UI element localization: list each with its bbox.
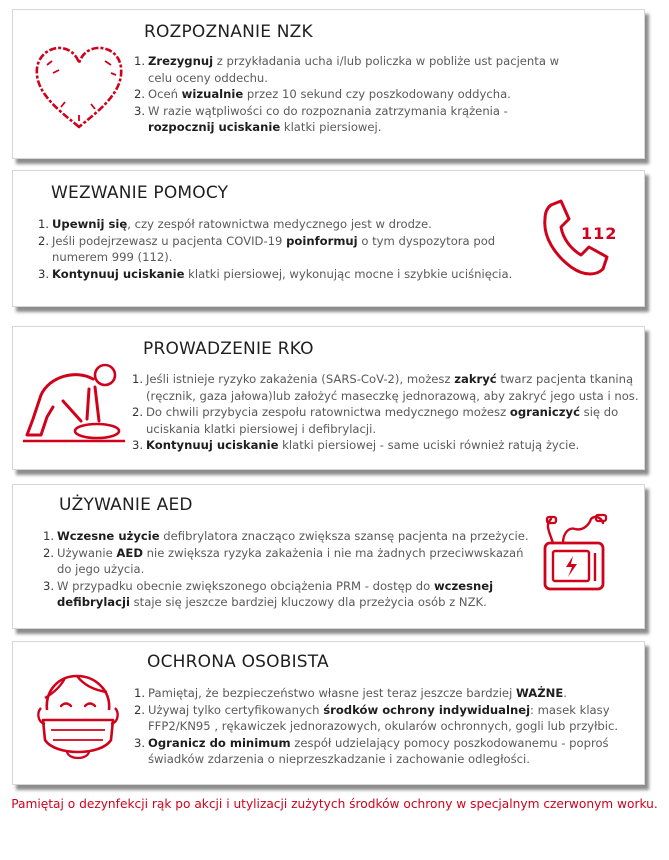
list-item: Kontynuuj uciskanie klatki piersiowej - same uciski również ratują życie. [146,438,580,453]
section-title: WEZWANIE POMOCY [51,183,229,203]
list-item: Upewnij się, czy zespół ratownictwa medycznego jest w drodze. [52,217,432,231]
section-title: PROWADZENIE RKO [143,339,314,359]
list-item: Jeśli istnieje ryzyko zakażenia (SARS-CoV-2), możesz zakryć twarz pacjenta tkaniną (ręcznik, gaza jałowa)lub założyć maseczkę jednorazową, aby zakryć jego usta i nos. [146,372,639,403]
list-item: Zrezygnuj z przykładania ucha i/lub policzka w pobliże ust pacjenta w celu oceny oddechu. [148,54,560,85]
list-item: Do chwili przybycia zespołu ratownictwa medycznego możesz ograniczyć się do uciskania klatki piersiowej i defibrylacji. [146,405,619,436]
section-card-aed [12,484,645,629]
steps-list [132,371,646,454]
cpr-icon [19,359,129,445]
list-item: Wczesne użycie defibrylatora znacząco zwiększa szansę pacjenta na przeżycie. [57,529,529,543]
steps-list [43,528,537,611]
list-item: Pamiętaj, że bezpieczeństwo własne jest teraz jeszcze bardziej WAŻNE. [148,686,567,700]
list-item: W przypadku obecnie zwiększonego obciążenia PRM - dostęp do wczesnej defibrylacji staje się jeszcze bardziej kluczowy dla przeżycia osób z NZK. [57,578,494,610]
list-item: Używanie AED nie zwiększa ryzyka zakażenia i nie ma żadnych przeciwwskazań do jego użycia. [57,545,524,577]
svg-text:112: 112 [581,224,618,243]
list-item: W razie wątpliwości co do rozpoznania zatrzymania krążenia - rozpocznij uciskanie klatki piersiowej. [148,103,508,135]
section-title: ROZPOZNANIE NZK [144,22,313,42]
steps-list [134,685,648,768]
masked-face-icon [31,668,125,768]
footer-note: Pamiętaj o dezynfekcji rąk po akcji i utylizacji zużytych środków ochrony w specjalnym czerwonym worku. [11,797,658,811]
phone-icon [535,197,631,287]
section-card-wezwanie [12,170,645,307]
list-item: Oceń wizualnie przez 10 sekund czy poszkodowany oddycha. [148,87,511,102]
section-card-rko [12,326,645,470]
aed-icon [541,511,613,601]
section-title: OCHRONA OSOBISTA [147,652,329,672]
heart-icon [31,43,127,133]
section-card-rozpoznanie [12,9,645,159]
list-item: Kontynuuj uciskanie klatki piersiowej, wykonując mocne i szybkie uciśnięcia. [52,266,513,281]
steps-list [134,53,568,136]
list-item: Używaj tylko certyfikowanych środków ochrony indywidualnej: masek klasy FFP2/KN95 , rękawiczek jednorazowych, okularów ochronnych, gogli lub przyłbic. [148,702,619,734]
section-card-ochrona [12,641,645,785]
list-item: Jeśli podejrzewasz u pacjenta COVID-19 poinformuj o tym dyspozytora pod numerem 999 (112). [52,233,496,265]
list-item: Ogranicz do minimum zespół udzielający pomocy poszkodowanemu - poproś świadków zdarzenia o nieprzeszkadzanie i zachowanie odległości. [148,735,609,767]
section-title: UŻYWANIE AED [59,495,193,515]
steps-list [38,216,527,282]
